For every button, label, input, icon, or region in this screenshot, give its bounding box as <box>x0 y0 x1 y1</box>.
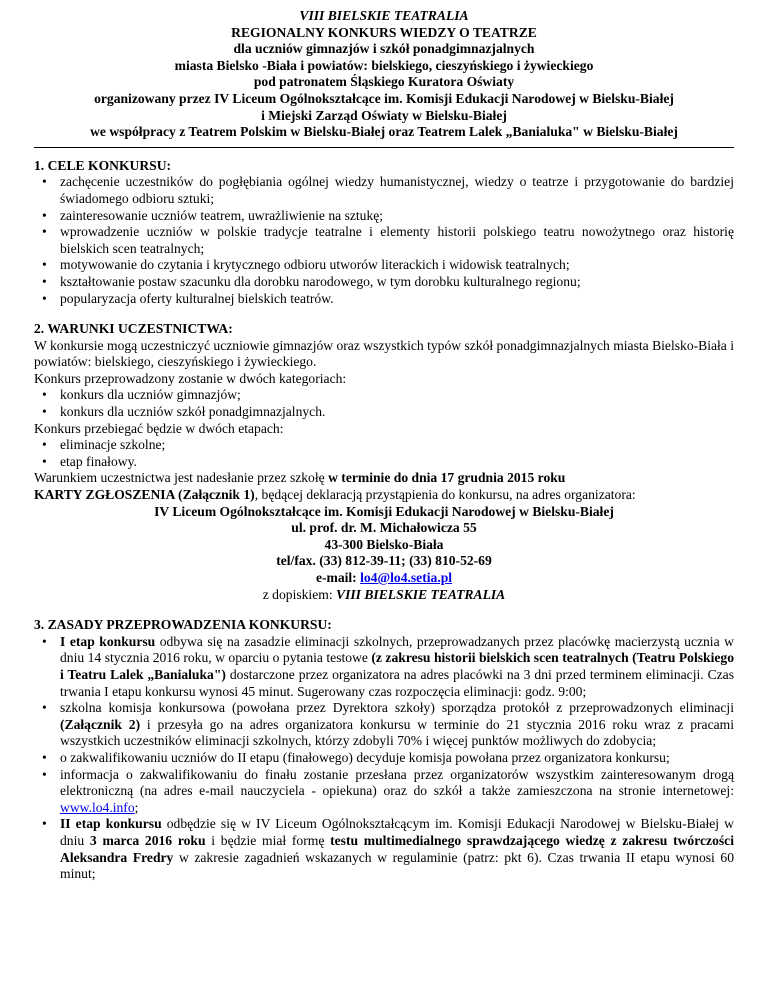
list-item: • popularyzacja oferty kulturalnej bielskich teatrów. <box>60 291 734 308</box>
competition-title: VIII BIELSKIE TEATRALIA <box>299 8 469 23</box>
stage-2-test: testu multimedialnego sprawdzającego wiedzę z zakresu twórczości Aleksandra Fredry <box>60 832 734 865</box>
header-line-7: i Miejski Zarząd Oświaty w Bielsku-Białej <box>261 107 507 123</box>
deadline-text: Warunkiem uczestnictwa jest nadesłanie przez szkołę <box>34 470 329 486</box>
commission-text-end: i przesyła go na adres organizatora konkursu w terminie do 21 stycznia 2016 roku wraz z pracami wszystkich uczestników eliminacji szkolnych, którzy zdobyli 70% i więcej punktów możliwych do zdobycia; <box>60 716 734 749</box>
list-item <box>60 816 734 882</box>
stage-2-text-end: w zakresie zagadnień wskazanych w regulaminie (patrz: pkt 6). Czas trwania II etapu wynosi 60 minut; <box>60 849 734 882</box>
stage-1-text: odbywa się na zasadzie eliminacji szkolnych, przeprowadzanych przez placówkę macierzystą ucznia w dniu 14 stycznia 2016 roku, w oparciu o pytania testowe <box>60 633 734 666</box>
commission-text: szkolna komisja konkursowa (powołana przez Dyrektora szkoły) sporządza protokół z przeprowadzonych eliminacji <box>60 700 734 716</box>
header-line-6: organizowany przez IV Liceum Ogólnokształcące im. Komisji Edukacji Narodowej w Bielsku-Białej <box>94 90 674 106</box>
document-header <box>34 8 734 141</box>
stages-list <box>34 437 734 470</box>
list-item: • konkurs dla uczniów gimnazjów; <box>60 387 734 404</box>
categories-intro: Konkurs przeprowadzony zostanie w dwóch kategoriach: <box>34 370 347 386</box>
address-city: 43-300 Bielsko-Biała <box>324 536 444 552</box>
stage-1-label: I etap konkursu <box>60 633 156 649</box>
address-note <box>34 587 734 604</box>
registration-paragraph <box>34 487 734 504</box>
list-item <box>60 700 734 750</box>
list-item: • eliminacje szkolne; <box>60 437 734 454</box>
deadline-date: w terminie do dnia 17 grudnia 2015 roku <box>328 470 566 486</box>
stages-intro: Konkurs przebiegać będzie w dwóch etapach: <box>34 420 284 436</box>
eligibility-paragraph: W konkursie mogą uczestniczyć uczniowie gimnazjów oraz wszystkich typów szkół ponadgimnazjalnych miasta Bielsko-Biała i powiatów: bielskiego, cieszyńskiego i żywieckiego. <box>34 337 735 370</box>
header-line-4: miasta Bielsko -Biała i powiatów: bielskiego, cieszyńskiego i żywieckiego <box>174 57 594 73</box>
list-item <box>60 767 734 817</box>
list-item: • kształtowanie postaw szacunku dla dorobku narodowego, w tym dorobku kulturalnego regionu; <box>60 274 734 291</box>
stage-1-text-end: dostarczone przez organizatora na adres placówki na 3 dni przed terminem eliminacji. Czas trwania I etapu konkursu wynosi 45 minut. Sugerowany czas rozpoczęcia eliminacji: godz. 9:00; <box>60 666 735 699</box>
stage-2-text: odbędzie się w IV Liceum Ogólnokształcącym im. Komisji Edukacji Narodowej w Bielsku-Białej w dniu <box>60 816 735 848</box>
list-item: • o zakwalifikowaniu uczniów do II etapu (finałowego) decyduje komisja powołana przez organizatora konkursu; <box>60 750 734 767</box>
stage-2-date: 3 marca 2016 roku <box>89 832 206 848</box>
email-link[interactable]: lo4@lo4.setia.pl <box>360 570 453 585</box>
header-line-5: pod patronatem Śląskiego Kuratora Oświaty <box>253 74 515 90</box>
header-divider <box>34 147 734 148</box>
stage-1-scope: (z zakresu historii bielskich scen teatralnych (Teatru Polskiego i Teatru Lalek „Banialuka") <box>60 650 735 682</box>
address-email-line <box>34 570 734 587</box>
header-line-3: dla uczniów gimnazjów i szkół ponadgimnazjalnych <box>233 41 535 57</box>
header-line-2: REGIONALNY KONKURS WIEDZY O TEATRZE <box>231 24 537 40</box>
email-label: e-mail: <box>315 570 361 585</box>
section-2-heading: 2. WARUNKI UCZESTNICTWA: <box>34 321 233 337</box>
list-item: • zainteresowanie uczniów teatrem, uwrażliwienie na sztukę; <box>60 208 734 225</box>
stage-2-text-mid: i będzie miał formę <box>205 832 331 848</box>
list-item: • etap finałowy. <box>60 454 734 471</box>
categories-list <box>34 387 734 420</box>
list-item: • wprowadzenie uczniów w polskie tradycje teatralne i elementy historii polskiego teatru nowożytnego oraz historię bielskich scen teatralnych; <box>60 224 734 257</box>
address-phone: tel/fax. (33) 812-39-11; (33) 810-52-69 <box>276 553 492 569</box>
note-label: z dopiskiem: <box>262 586 336 602</box>
section-3-heading: 3. ZASADY PRZEPROWADZENIA KONKURSU: <box>34 617 332 633</box>
registration-form-name: KARTY ZGŁOSZENIA (Załącznik 1) <box>34 487 255 503</box>
deadline-paragraph <box>34 470 734 487</box>
list-item: • konkurs dla uczniów szkół ponadgimnazjalnych. <box>60 404 734 421</box>
list-item: • motywowanie do czytania i krytycznego odbioru utworów literackich i widowisk teatralnych; <box>60 257 734 274</box>
header-line-8: we współpracy z Teatrem Polskim w Bielsku-Białej oraz Teatrem Lalek „Banialuka" w Bielsku-Białej <box>90 124 678 140</box>
goals-list <box>34 174 734 307</box>
attachment-2-ref: (Załącznik 2) <box>60 716 141 732</box>
section-1-heading: 1. CELE KONKURSU: <box>34 157 172 173</box>
note-title: VIII BIELSKIE TEATRALIA <box>336 586 506 602</box>
address-school: IV Liceum Ogólnokształcące im. Komisji Edukacji Narodowej w Bielsku-Białej <box>154 503 614 519</box>
stage-2-label: II etap konkursu <box>60 816 162 832</box>
list-item: • zachęcenie uczestników do pogłębiania ogólnej wiedzy humanistycznej, wiedzy o teatrze i przygotowanie do bardziej świadomego odbioru sztuki; <box>60 174 734 207</box>
address-street: ul. prof. dr. M. Michałowicza 55 <box>291 520 477 536</box>
rules-list <box>34 634 734 883</box>
list-item <box>60 634 734 700</box>
info-text-end: ; <box>134 799 139 815</box>
registration-text: , będącej deklaracją przystąpienia do konkursu, na adres organizatora: <box>254 487 636 503</box>
website-link[interactable]: www.lo4.info <box>60 799 135 815</box>
info-text: informacja o zakwalifikowaniu do finału zostanie przesłana przez organizatorów wszystkim zainteresowanym drogą elektroniczną (na adres e-mail nauczyciela - opiekuna) oraz do szkół a także zamieszczona na stronie internetowej: <box>60 766 734 799</box>
